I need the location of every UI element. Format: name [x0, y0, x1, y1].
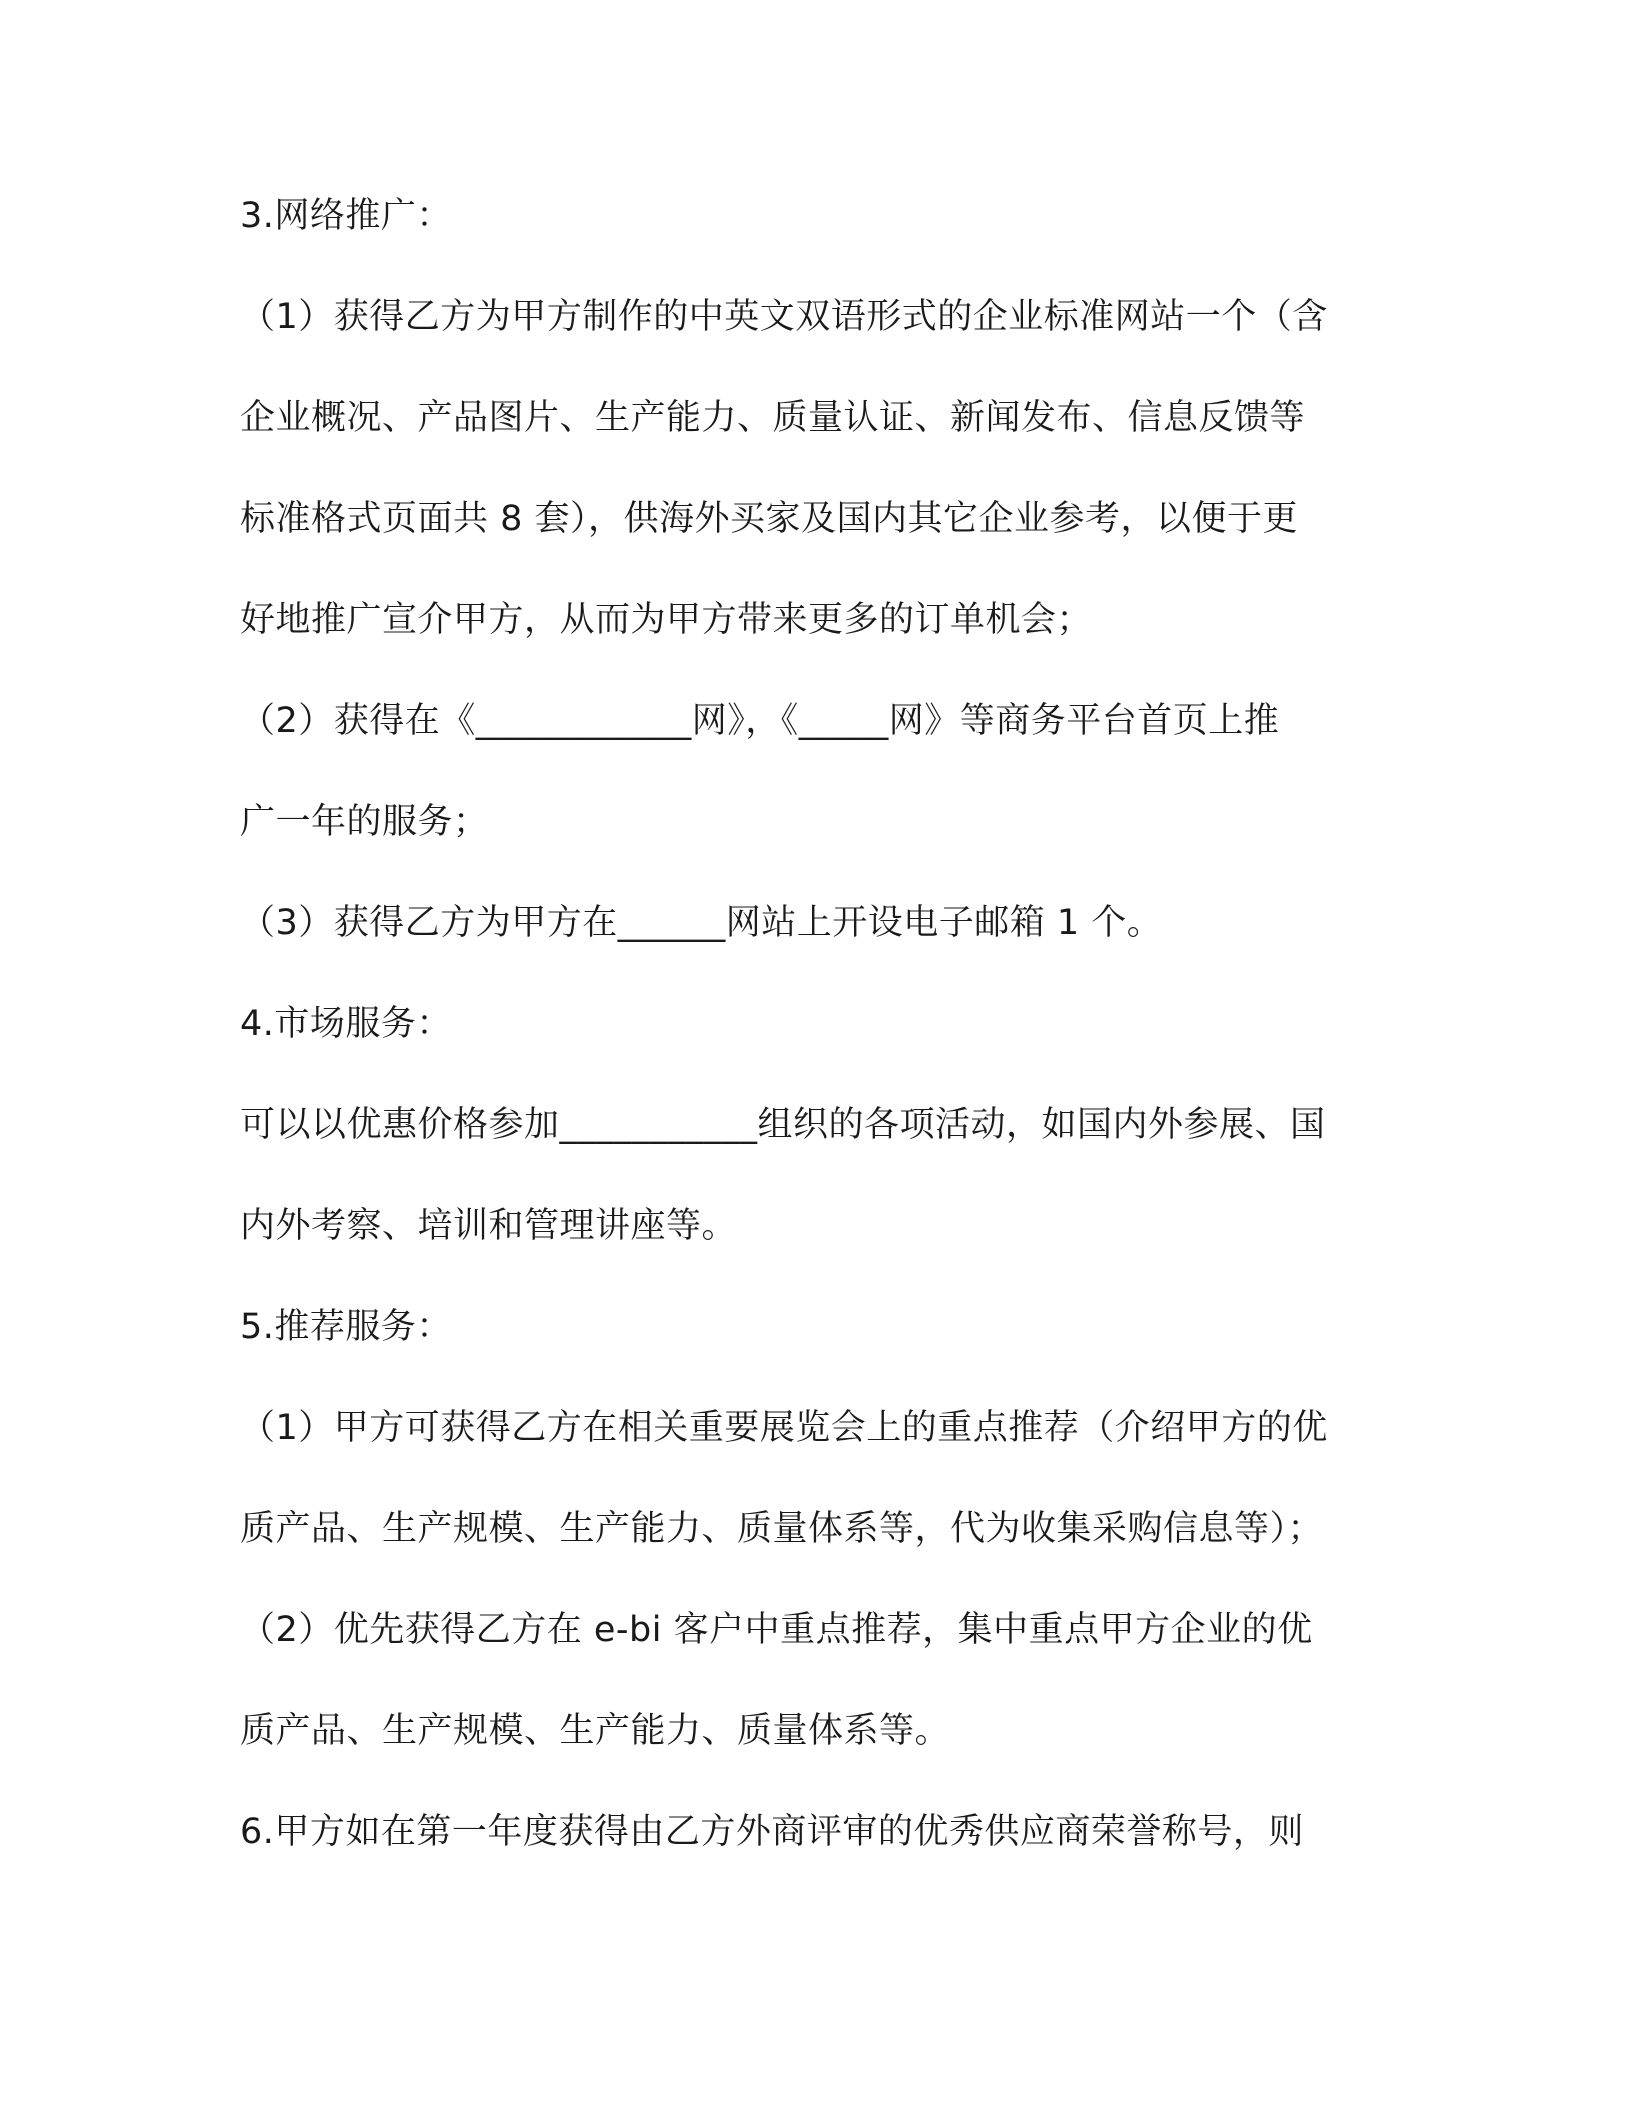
- paragraph-line: （1）甲方可获得乙方在相关重要展览会上的重点推荐（介绍甲方的优: [240, 1408, 1328, 1448]
- paragraph-line: 内外考察、培训和管理讲座等。: [240, 1206, 738, 1246]
- section-heading-network-promotion: 3.网络推广：: [240, 196, 452, 236]
- paragraph-line: （3）获得乙方为甲方在______网站上开设电子邮箱 1 个。: [240, 903, 1163, 943]
- paragraph-line: 企业概况、产品图片、生产能力、质量认证、新闻发布、信息反馈等: [240, 398, 1306, 438]
- document-body: [240, 192, 1390, 1909]
- paragraph-line: 可以以优惠价格参加___________组织的各项活动，如国内外参展、国: [240, 1105, 1326, 1145]
- paragraph-line: 好地推广宣介甲方，从而为甲方带来更多的订单机会；: [240, 600, 1093, 640]
- section-heading-item-6: 6.甲方如在第一年度获得由乙方外商评审的优秀供应商荣誉称号，则: [240, 1812, 1304, 1852]
- paragraph-line: 广一年的服务；: [240, 802, 489, 842]
- section-heading-market-service: 4.市场服务：: [240, 1004, 452, 1044]
- paragraph-line: （2）获得在《____________网》，《_____网》等商务平台首页上推: [240, 701, 1280, 741]
- paragraph-line: （2）优先获得乙方在 e-bi 客户中重点推荐，集中重点甲方企业的优: [240, 1610, 1313, 1650]
- paragraph-line: （1）获得乙方为甲方制作的中英文双语形式的企业标准网站一个（含: [240, 297, 1328, 337]
- paragraph-line: 质产品、生产规模、生产能力、质量体系等。: [240, 1711, 951, 1751]
- paragraph-line: 标准格式页面共 8 套），供海外买家及国内其它企业参考，以便于更: [240, 499, 1299, 539]
- section-heading-recommendation-service: 5.推荐服务：: [240, 1307, 452, 1347]
- paragraph-line: 质产品、生产规模、生产能力、质量体系等，代为收集采购信息等）；: [240, 1509, 1324, 1549]
